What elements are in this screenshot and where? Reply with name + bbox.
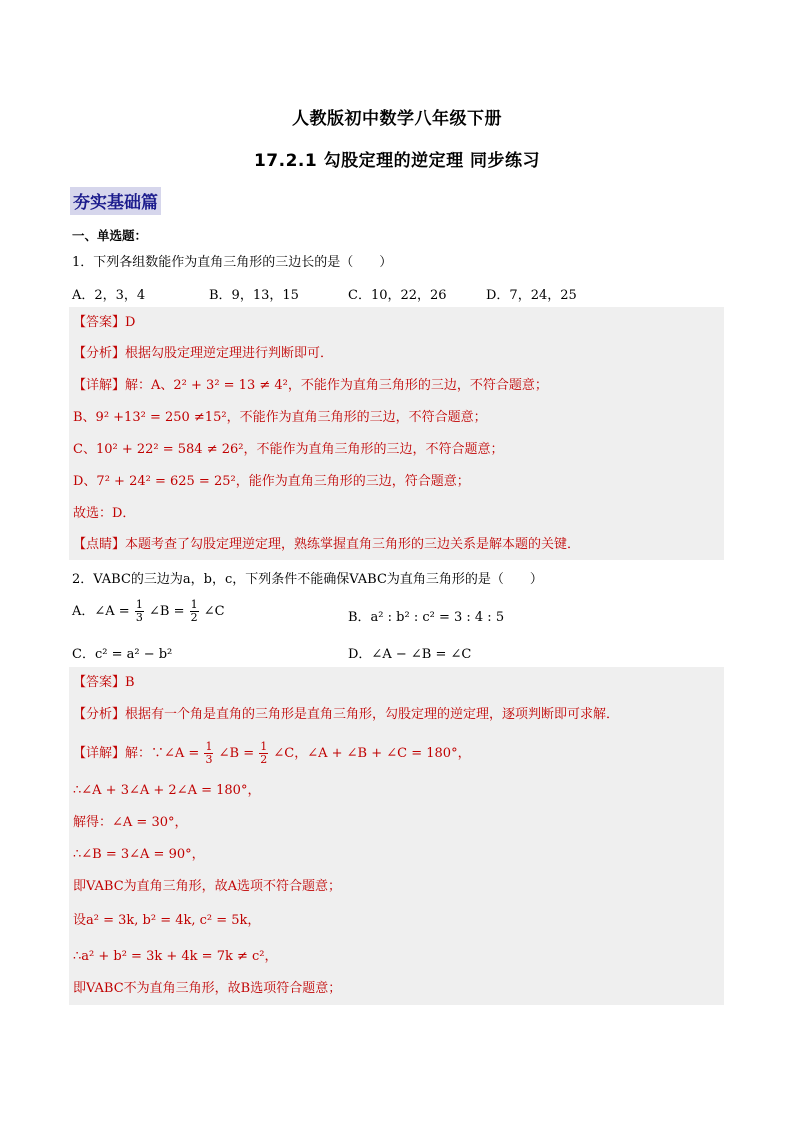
q2-solution-box <box>69 667 724 1005</box>
q1-choose-row: 故选：D． <box>73 506 136 521</box>
q2-detail-row-3: 解得：∠A = 30°， <box>73 815 188 830</box>
fraction-denominator: 3 <box>205 753 213 766</box>
comment-tag: 【点睛】 <box>73 537 126 552</box>
q1-option-a: A．2，3，4 <box>72 288 146 303</box>
q1-option-c: C．10，22，26 <box>348 288 447 303</box>
fraction-numerator: 1 <box>190 598 198 611</box>
q1-answer-row <box>73 307 135 338</box>
q2-option-c: C．c² = a² − b² <box>72 647 173 662</box>
answer-tag: 【答案】 <box>73 315 126 330</box>
fraction-one-third <box>135 599 144 624</box>
fraction-numerator: 1 <box>135 598 143 611</box>
document-title: 人教版初中数学八年级下册 <box>292 109 502 129</box>
fraction-one-half <box>190 599 199 624</box>
q2-detail-row-5: 即VABC为直角三角形，故A选项不符合题意； <box>73 879 342 894</box>
fraction-one-half <box>259 741 268 766</box>
part-heading: 一、单选题： <box>72 228 148 243</box>
q1-detail-row-1 <box>73 370 548 401</box>
fraction-denominator: 2 <box>260 753 268 766</box>
detail-prefix: 解：∵∠A = <box>125 746 200 761</box>
answer-value: D <box>125 315 136 330</box>
q2-option-a-mid: ∠B = <box>148 604 185 619</box>
q2-answer-row <box>73 667 135 698</box>
q2-detail-row-7: ∴a² + b² = 3k + 4k = 7k ≠ c²， <box>73 949 278 964</box>
q2-detail-row-4: ∴∠B = 3∠A = 90°， <box>73 847 205 862</box>
analysis-text: 根据有一个角是直角的三角形是直角三角形，勾股定理的逆定理，逐项判断即可求解． <box>125 707 620 722</box>
analysis-tag: 【分析】 <box>73 707 126 722</box>
q1-detail-row-2: B、9² +13² = 250 ≠15²，不能作为直角三角形的三边，不符合题意； <box>73 410 487 425</box>
q2-option-a-suffix: ∠C <box>203 604 225 619</box>
analysis-text: 根据勾股定理逆定理进行判断即可． <box>125 346 334 361</box>
q2-option-a-prefix: A．∠A = <box>72 604 130 619</box>
detail-mid: ∠B = <box>218 746 255 761</box>
fraction-denominator: 3 <box>135 611 143 624</box>
q1-comment-box <box>69 529 724 560</box>
detail-tag: 【详解】 <box>73 378 126 393</box>
q2-detail-row-1 <box>73 735 471 773</box>
q2-detail-row-6: 设a² = 3k, b² = 4k, c² = 5k， <box>73 913 261 928</box>
q1-stem: 1．下列各组数能作为直角三角形的三边长的是（ ） <box>72 255 393 270</box>
q2-stem: 2．VABC的三边为a，b，c，下列条件不能确保VABC为直角三角形的是（ ） <box>72 572 543 587</box>
document-subtitle: 17.2.1 勾股定理的逆定理 同步练习 <box>253 151 541 171</box>
detail-text: 解：A、2² + 3² = 13 ≠ 4²，不能作为直角三角形的三边，不符合题意； <box>125 378 548 393</box>
q1-comment-row <box>73 529 580 560</box>
analysis-tag: 【分析】 <box>73 346 126 361</box>
fraction-numerator: 1 <box>205 740 213 753</box>
q1-analysis-row <box>73 338 333 369</box>
q2-detail-row-2: ∴∠A + 3∠A + 2∠A = 180°， <box>73 783 261 798</box>
answer-tag: 【答案】 <box>73 675 126 690</box>
fraction-numerator: 1 <box>260 740 268 753</box>
detail-suffix: ∠C，∠A + ∠B + ∠C = 180°， <box>273 746 471 761</box>
q2-detail-row-8: 即VABC不为直角三角形，故B选项符合题意； <box>73 981 342 996</box>
q1-option-d: D．7，24，25 <box>486 288 577 303</box>
q1-option-b: B．9，13，15 <box>209 288 299 303</box>
detail-tag: 【详解】 <box>73 746 126 761</box>
q2-option-a <box>72 599 225 624</box>
comment-text: 本题考查了勾股定理逆定理，熟练掌握直角三角形的三边关系是解本题的关键． <box>125 537 581 552</box>
q2-option-b: B．a² : b² : c² = 3 : 4 : 5 <box>348 610 505 625</box>
section-heading: 夯实基础篇 <box>70 187 161 215</box>
q1-detail-row-4: D、7² + 24² = 625 = 25²，能作为直角三角形的三边，符合题意； <box>73 474 470 489</box>
q2-option-d: D．∠A − ∠B = ∠C <box>348 647 472 662</box>
q1-solution-box <box>69 307 724 529</box>
q2-analysis-row <box>73 699 619 730</box>
fraction-one-third <box>204 741 213 766</box>
q1-detail-row-3: C、10² + 22² = 584 ≠ 26²，不能作为直角三角形的三边，不符合题意； <box>73 442 504 457</box>
fraction-denominator: 2 <box>190 611 198 624</box>
answer-value: B <box>125 675 135 690</box>
